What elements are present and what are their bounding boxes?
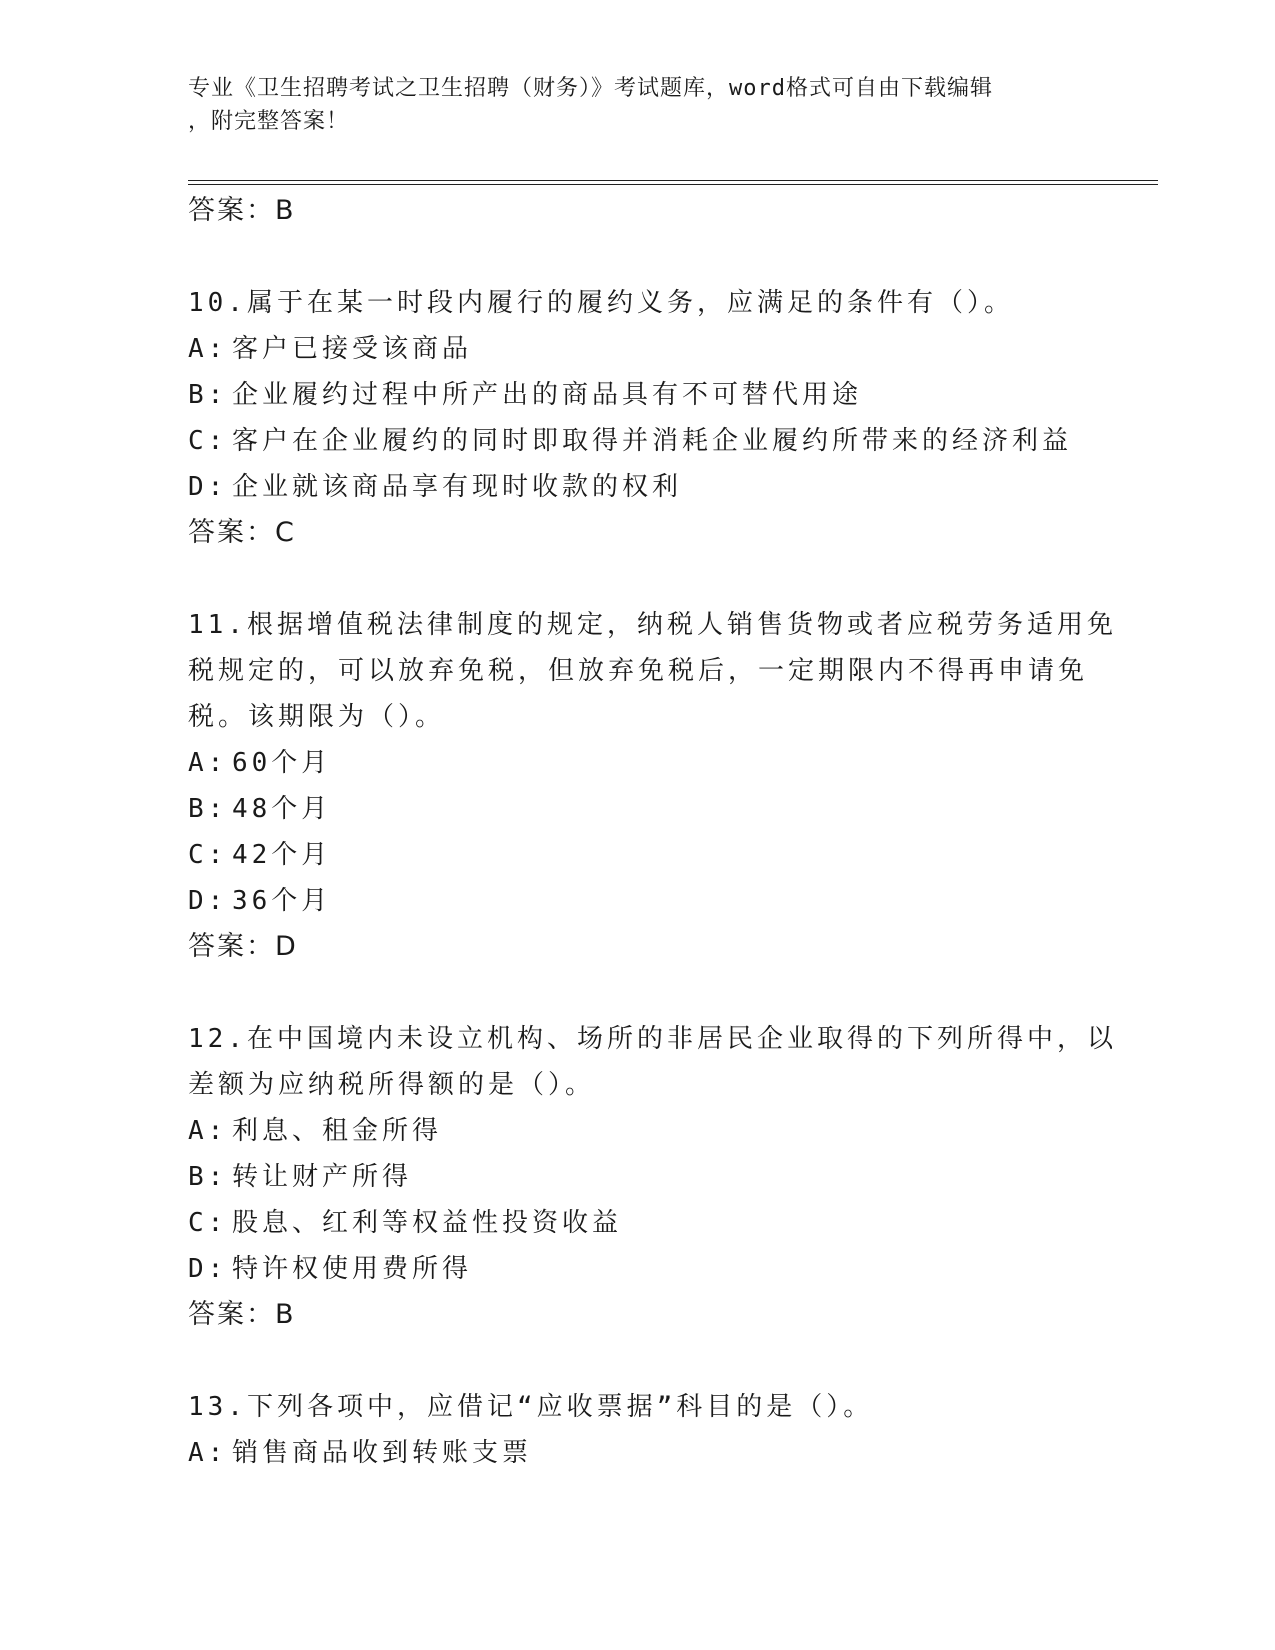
option-text: 企业履约过程中所产出的商品具有不可替代用途 [232,380,863,410]
option-b [188,1154,1088,1200]
option-text: 企业就该商品享有现时收款的权利 [232,472,683,502]
header-divider [188,180,1158,181]
question-stem: 税规定的，可以放弃免税，但放弃免税后，一定期限内不得再申请免 [188,656,1089,686]
option-letter: B: [188,380,228,410]
spacer [188,556,1088,602]
option-letter: C: [188,840,228,870]
option-b [188,786,1088,832]
option-letter: C: [188,1208,228,1238]
option-letter: A: [188,1116,228,1146]
option-letter: B: [188,1162,228,1192]
answer-line: 答案：D [188,931,298,962]
option-text: 客户在企业履约的同时即取得并消耗企业履约所带来的经济利益 [232,426,1073,456]
spacer [188,234,1088,280]
option-c [188,1200,1088,1246]
question-stem: 13.下列各项中，应借记“应收票据”科目的是（）。 [188,1392,874,1422]
option-text: 销售商品收到转账支票 [232,1438,533,1468]
option-letter: A: [188,334,228,364]
option-c [188,418,1088,464]
question-block [188,602,1117,970]
option-a [188,326,1088,372]
spacer [188,1338,1088,1384]
question-block [188,280,1088,556]
question-stem: 10.属于在某一时段内履行的履约义务，应满足的条件有（）。 [188,288,1014,318]
question-stem: 12.在中国境内未设立机构、场所的非居民企业取得的下列所得中，以 [188,1024,1117,1054]
option-letter: C: [188,426,228,456]
option-text: 36个月 [232,886,332,916]
question-stem: 税。该期限为（）。 [188,702,446,732]
option-a [188,1430,1088,1476]
option-b [188,372,1088,418]
option-c [188,832,1088,878]
answer-line: 答案：B [188,195,296,226]
header-line: ，附完整答案！ [188,109,350,134]
option-text: 转让财产所得 [232,1162,413,1192]
option-d [188,1246,1088,1292]
option-text: 48个月 [232,794,332,824]
answer-line: 答案：C [188,517,296,548]
option-text: 股息、红利等权益性投资收益 [232,1208,623,1238]
option-d [188,878,1088,924]
option-text: 利息、租金所得 [232,1116,443,1146]
spacer [188,970,1088,1016]
option-text: 客户已接受该商品 [232,334,473,364]
question-stem: 11.根据增值税法律制度的规定，纳税人销售货物或者应税劳务适用免 [188,610,1117,640]
option-letter: B: [188,794,228,824]
header-divider [188,184,1158,185]
document-header [188,72,1068,138]
option-d [188,464,1088,510]
answer-line: 答案：B [188,1299,296,1330]
option-letter: A: [188,748,228,778]
option-text: 42个月 [232,840,332,870]
option-letter: D: [188,1254,228,1284]
option-letter: D: [188,886,228,916]
option-a [188,1108,1088,1154]
option-a [188,740,1088,786]
header-line: 专业《卫生招聘考试之卫生招聘（财务）》考试题库，word格式可自由下载编辑 [188,76,993,101]
question-stem: 差额为应纳税所得额的是（）。 [188,1070,596,1100]
option-letter: A: [188,1438,228,1468]
question-block [188,1384,1088,1476]
option-letter: D: [188,472,228,502]
option-text: 60个月 [232,748,332,778]
question-block [188,1016,1117,1338]
option-text: 特许权使用费所得 [232,1254,473,1284]
question-list [188,188,1117,1476]
